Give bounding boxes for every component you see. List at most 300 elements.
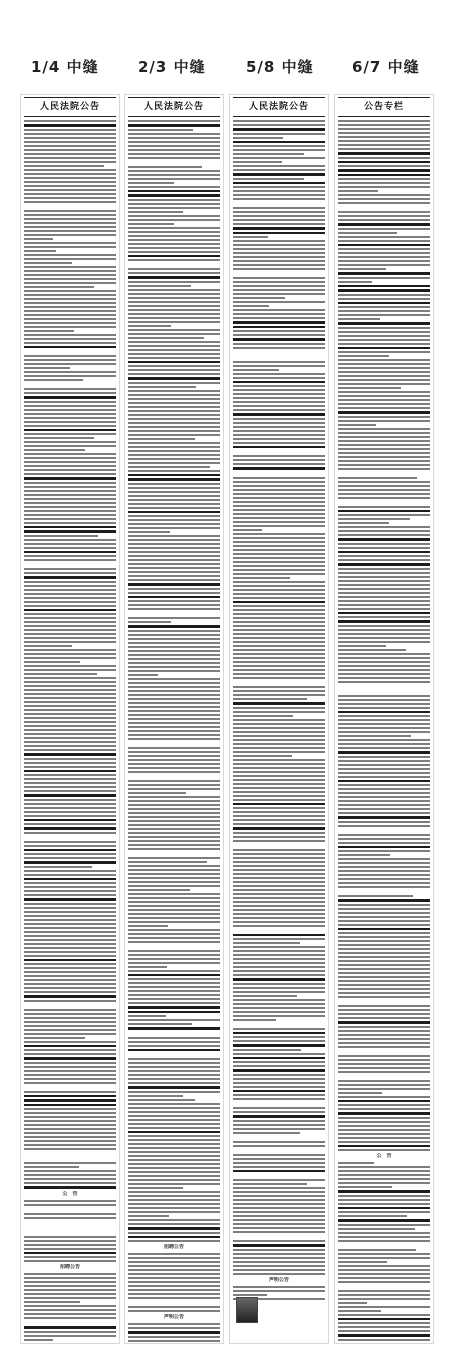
text-line (233, 681, 325, 684)
text-line (24, 490, 116, 492)
text-line (338, 464, 430, 466)
text-line (233, 215, 325, 217)
text-line (233, 885, 325, 887)
text-line (128, 1002, 220, 1004)
text-line (338, 440, 430, 442)
text-line (24, 1033, 116, 1035)
text-line (24, 254, 116, 256)
text-line (128, 612, 220, 615)
text-line (128, 1027, 220, 1030)
text-line (233, 459, 325, 461)
text-line (338, 576, 430, 578)
text-line (128, 166, 202, 168)
text-line (128, 215, 220, 217)
text-body-2 (125, 117, 223, 1344)
text-line (128, 592, 220, 594)
text-line (128, 141, 220, 143)
text-line (338, 468, 430, 470)
text-line (24, 486, 116, 488)
text-line (24, 1343, 116, 1345)
text-line (24, 1221, 116, 1224)
text-line (338, 355, 389, 357)
text-line (24, 518, 116, 520)
text-line (128, 694, 220, 696)
text-line (338, 314, 430, 316)
text-line (338, 526, 430, 528)
text-line (24, 1108, 116, 1110)
text-line (233, 609, 325, 611)
text-line (128, 990, 220, 992)
text-line (24, 762, 116, 764)
text-line (24, 1260, 116, 1262)
text-line (338, 1125, 430, 1127)
text-line (24, 807, 116, 809)
strip-header-1: 人民法院公告 (24, 97, 116, 117)
text-line (128, 239, 220, 241)
text-line (338, 878, 430, 880)
text-line (338, 302, 430, 305)
text-line (233, 665, 325, 667)
text-line (128, 1269, 220, 1271)
text-line (24, 576, 116, 579)
text-line (233, 351, 325, 354)
text-line (24, 866, 92, 868)
text-line (24, 1062, 116, 1064)
text-line (24, 568, 116, 570)
text-line (338, 403, 430, 405)
text-line (233, 309, 325, 311)
text-line (128, 1215, 169, 1217)
text-line (24, 882, 116, 884)
text-line (338, 481, 430, 483)
text-line (338, 780, 430, 783)
text-line (338, 928, 430, 931)
text-line (128, 812, 220, 814)
text-line (233, 1124, 325, 1126)
text-line (338, 428, 430, 430)
text-line (338, 690, 430, 693)
text-line (128, 734, 220, 736)
text-line (338, 1088, 430, 1090)
text-line (338, 1318, 430, 1321)
text-line (338, 411, 430, 414)
text-line (24, 927, 116, 929)
text-line (233, 1082, 325, 1084)
text-line (128, 1285, 220, 1287)
text-line (128, 281, 220, 283)
text-line (338, 842, 430, 844)
text-line (338, 1129, 430, 1131)
text-line (128, 305, 220, 307)
text-line (233, 1183, 307, 1185)
text-line (338, 936, 430, 938)
text-line (338, 1249, 416, 1251)
text-line (128, 373, 220, 375)
text-line (338, 838, 430, 840)
text-line (338, 633, 430, 635)
text-line (24, 758, 116, 760)
text-line (128, 954, 220, 956)
text-line (338, 343, 430, 345)
text-line (24, 790, 116, 792)
text-line (24, 413, 116, 415)
text-line (128, 382, 220, 384)
text-line (233, 313, 325, 315)
text-line (128, 617, 220, 619)
text-line (338, 1000, 430, 1003)
text-line (338, 1219, 430, 1222)
text-line (24, 1112, 116, 1114)
text-line (338, 244, 430, 247)
text-line (24, 1074, 116, 1076)
text-line (338, 335, 430, 337)
newspaper-strip-3 (229, 94, 329, 1344)
text-line (233, 557, 325, 559)
text-line (24, 903, 116, 905)
text-line (128, 551, 220, 553)
text-body-1 (21, 117, 119, 1344)
text-line (128, 337, 204, 339)
text-line (128, 1103, 220, 1105)
text-line (338, 1141, 430, 1143)
text-line (24, 693, 116, 695)
text-line (128, 333, 220, 335)
strip-header-3: 人民法院公告 (233, 97, 325, 117)
text-line (233, 865, 325, 867)
text-line (128, 293, 220, 295)
text-line (128, 921, 220, 923)
text-line (338, 1203, 430, 1205)
text-line (233, 686, 325, 688)
text-line (233, 958, 325, 960)
text-line (128, 499, 220, 501)
text-line (338, 530, 430, 532)
text-line (24, 238, 53, 240)
text-line (338, 756, 430, 758)
text-line (233, 775, 325, 777)
text-line (128, 638, 220, 640)
text-line (233, 763, 325, 765)
text-line (233, 1158, 325, 1160)
text-line (338, 223, 430, 226)
text-line (128, 978, 220, 980)
text-line (128, 474, 220, 477)
text-line (128, 1115, 220, 1117)
text-line (24, 677, 116, 679)
text-line (24, 1273, 116, 1275)
text-line (24, 832, 116, 834)
text-line (233, 128, 325, 131)
text-line (338, 1190, 430, 1193)
text-line (128, 1240, 220, 1242)
text-line (338, 723, 430, 725)
text-line (338, 1013, 430, 1015)
text-line (233, 489, 325, 491)
text-line (24, 1297, 116, 1299)
text-line (233, 869, 325, 871)
text-line (24, 827, 116, 830)
text-line (233, 521, 325, 523)
text-line (233, 694, 325, 696)
text-line (128, 402, 220, 404)
text-line (338, 916, 430, 918)
text-line (338, 645, 386, 647)
text-line (338, 157, 430, 159)
text-line (24, 1082, 116, 1084)
text-line (338, 637, 430, 639)
text-line (233, 1265, 325, 1267)
text-line (233, 430, 325, 432)
text-line (338, 608, 430, 610)
text-line (24, 774, 116, 776)
text-line (24, 853, 116, 855)
text-line (24, 1095, 116, 1098)
text-line (233, 987, 325, 989)
text-line (128, 369, 220, 371)
text-line (128, 780, 220, 782)
text-line (233, 347, 325, 349)
text-line (24, 1277, 116, 1279)
text-line (24, 1217, 116, 1219)
text-line (338, 776, 430, 778)
text-line (24, 1148, 116, 1150)
text-line (24, 274, 116, 276)
text-line (338, 347, 430, 350)
text-line (233, 356, 325, 359)
text-line (128, 470, 220, 472)
text-line (338, 731, 430, 733)
text-line (128, 211, 183, 213)
text-line (128, 1066, 220, 1068)
text-line (233, 455, 325, 457)
text-line (24, 1182, 116, 1184)
text-line (233, 901, 325, 903)
text-line (233, 1191, 325, 1193)
text-line (338, 363, 430, 365)
text-line (128, 129, 193, 131)
text-line (24, 1231, 116, 1234)
text-line (233, 240, 325, 242)
text-line (233, 938, 325, 940)
text-line (338, 327, 430, 329)
text-line (128, 365, 220, 367)
text-line (24, 383, 116, 386)
column-label-4: 6/7 中缝 (352, 58, 420, 76)
text-line (128, 1306, 220, 1308)
text-line (128, 458, 220, 460)
text-line (128, 1281, 220, 1283)
text-line (233, 991, 325, 993)
text-line (233, 505, 325, 507)
text-line (128, 1127, 220, 1129)
text-line (338, 194, 430, 196)
section-heading: 声明公告 (163, 1314, 184, 1320)
text-line (128, 763, 220, 765)
text-line (233, 735, 325, 737)
text-line (233, 190, 325, 192)
text-line (128, 329, 220, 331)
text-line (128, 1289, 220, 1291)
text-line (128, 263, 220, 266)
text-line (233, 1011, 325, 1013)
text-line (128, 567, 220, 569)
text-line (24, 396, 116, 399)
text-line (233, 330, 325, 332)
text-line (128, 1257, 220, 1259)
text-line (338, 1174, 430, 1176)
text-line (128, 1011, 220, 1014)
text-line (233, 950, 325, 952)
text-line (128, 925, 168, 927)
text-line (24, 572, 116, 574)
section-heading: 公 告 (376, 1153, 392, 1159)
newspaper-strip-2 (124, 94, 224, 1344)
text-line (338, 812, 430, 814)
text-line (233, 485, 325, 487)
text-line (128, 686, 220, 688)
text-line (338, 215, 430, 217)
text-line (24, 1057, 116, 1060)
text-line (233, 1078, 325, 1080)
text-line (24, 669, 116, 671)
text-line (233, 585, 325, 587)
text-line (338, 268, 386, 270)
text-line (24, 482, 116, 484)
text-line (128, 873, 220, 875)
text-line (24, 1140, 116, 1142)
text-line (338, 407, 430, 409)
text-line (24, 250, 56, 252)
text-line (233, 194, 325, 196)
text-line (24, 445, 116, 447)
text-line (233, 1040, 325, 1042)
text-line (24, 890, 116, 892)
text-line (128, 881, 220, 883)
text-line (233, 832, 325, 834)
text-line (233, 1090, 325, 1093)
text-line (338, 351, 430, 353)
text-line (233, 767, 325, 769)
text-line (233, 223, 325, 225)
text-line (128, 1099, 195, 1101)
text-line (233, 698, 307, 700)
text-line (128, 442, 220, 444)
text-line (24, 465, 116, 467)
text-line (233, 840, 325, 842)
text-line (24, 270, 116, 272)
text-line (338, 1108, 430, 1110)
text-line (338, 543, 430, 545)
text-line (128, 519, 220, 521)
text-line (128, 377, 220, 380)
text-line (233, 1223, 325, 1225)
text-line (128, 547, 220, 549)
text-line (24, 330, 74, 332)
text-line (338, 1224, 430, 1226)
text-line (128, 861, 207, 863)
text-line (338, 816, 430, 819)
text-line (24, 601, 116, 603)
text-line (233, 657, 325, 659)
text-line (24, 201, 116, 203)
text-line (233, 1098, 325, 1100)
text-line (128, 386, 196, 388)
text-line (233, 889, 325, 891)
text-line (338, 186, 430, 188)
text-line (338, 489, 430, 491)
text-line (128, 555, 220, 557)
text-line (338, 285, 430, 288)
text-line (24, 1124, 116, 1126)
text-line (233, 978, 325, 981)
text-line (128, 515, 220, 517)
text-line (128, 178, 220, 180)
text-line (338, 331, 430, 333)
text-line (128, 495, 220, 497)
text-line (233, 921, 325, 923)
text-line (233, 1170, 325, 1173)
text-line (338, 1075, 430, 1078)
text-line (338, 1215, 407, 1217)
text-line (233, 942, 300, 944)
text-line (24, 815, 116, 817)
text-line (24, 457, 116, 459)
text-line (24, 585, 116, 587)
text-line (338, 904, 430, 906)
text-line (338, 960, 430, 962)
text-line (233, 613, 325, 615)
text-line (338, 128, 430, 130)
text-line (128, 941, 220, 943)
text-line (233, 649, 325, 651)
text-line (24, 310, 116, 312)
text-line (338, 1306, 430, 1308)
text-line (128, 523, 220, 525)
text-line (233, 1269, 325, 1271)
text-line (338, 169, 430, 172)
text-line (24, 1053, 116, 1055)
text-line (233, 569, 325, 571)
text-line (338, 743, 430, 745)
text-line (233, 219, 325, 221)
text-line (233, 677, 325, 679)
text-line (233, 1253, 325, 1255)
text-line (24, 559, 116, 561)
text-body-3 (230, 117, 328, 1305)
text-line (24, 290, 116, 292)
text-line (338, 908, 430, 910)
text-line (338, 367, 430, 369)
text-line (128, 820, 220, 822)
text-line (233, 1094, 325, 1096)
text-line (128, 596, 220, 599)
text-line (128, 1310, 220, 1312)
text-line (233, 1044, 325, 1047)
text-line (338, 272, 430, 275)
text-line (233, 669, 325, 671)
text-line (128, 507, 220, 509)
text-line (338, 1290, 430, 1292)
text-line (24, 819, 116, 822)
text-line (338, 206, 430, 209)
text-line (128, 398, 220, 400)
text-line (233, 145, 325, 147)
text-line (233, 549, 325, 551)
text-line (233, 661, 325, 663)
text-line (128, 406, 220, 408)
text-line (233, 418, 325, 420)
text-line (233, 597, 325, 599)
